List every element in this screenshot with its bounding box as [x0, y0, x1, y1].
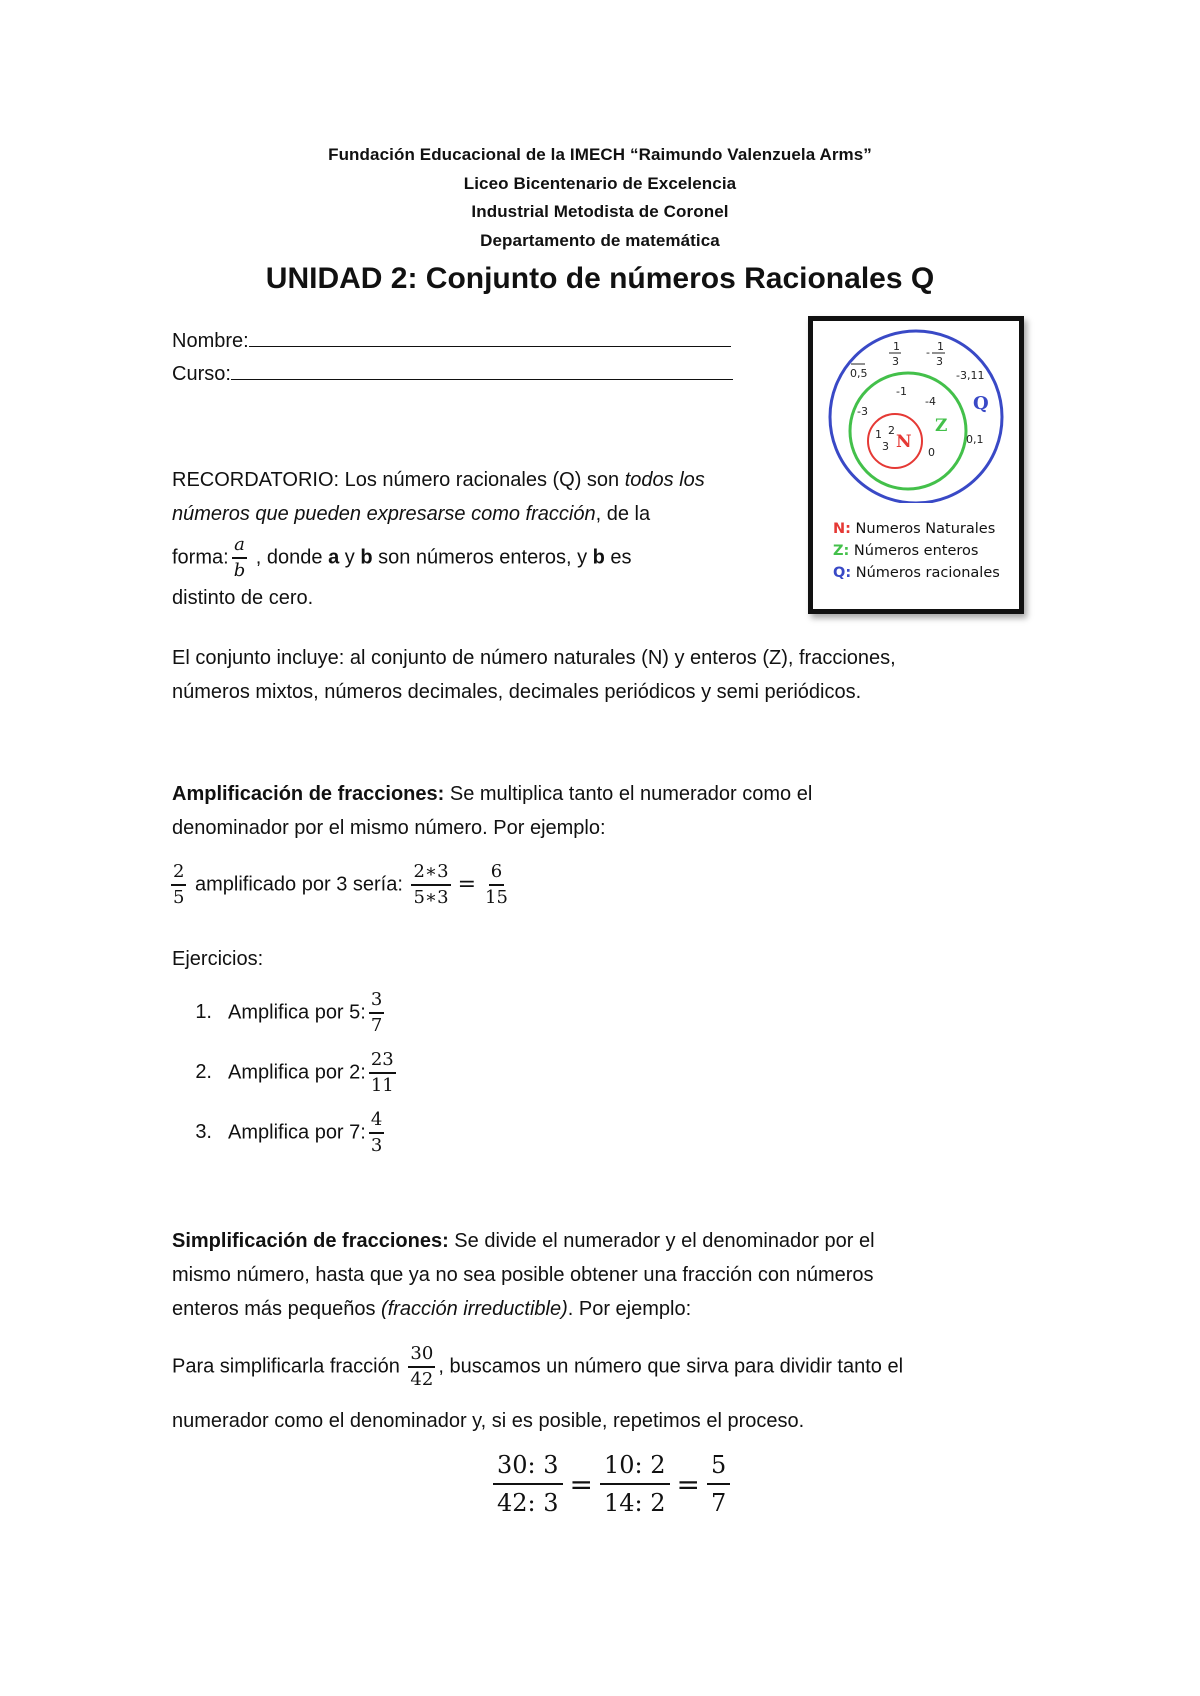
- simplification-heading: Simplificación de fracciones:: [172, 1230, 449, 1252]
- z-value: 0: [928, 446, 935, 459]
- q-value: 0,5: [850, 367, 868, 380]
- q-value: 3: [892, 355, 899, 368]
- name-label: Nombre:: [172, 330, 249, 352]
- exercise-item: 2. Amplifica por 2: $\frac{23}{11}$: [195, 1049, 394, 1096]
- ab-fraction: $\frac{a}{b}$: [233, 534, 246, 581]
- set-includes-paragraph: El conjunto incluye: al conjunto de número naturales (N) y enteros (Z), fracciones, números mixtos, números decimales, decimales periódicos y semi periódicos.: [172, 647, 896, 703]
- z-label: Z: [935, 416, 948, 436]
- n-value: 1: [875, 428, 882, 441]
- number-sets-figure: [808, 316, 1024, 614]
- simplification-section: Simplificación de fracciones: Se divide el numerador y el denominador por el mismo número, hasta que ya no sea posible obtener una fracción con números enteros más pequeños (fracción irreductible). Por ejemplo:: [172, 1230, 875, 1320]
- simplification-example-text-2: numerador como el denominador y, si es posible, repetimos el proceso.: [172, 1410, 805, 1432]
- q-value: -: [926, 346, 930, 359]
- z-value: -4: [925, 395, 936, 408]
- school-name: Liceo Bicentenario de Excelencia: [463, 174, 737, 193]
- q-value: 0,1: [966, 433, 984, 446]
- q-value: 1: [893, 340, 900, 353]
- amplification-example: $\frac{2}{5}$ amplificado por 3 sería: $\frac{2∗3}{5∗3}$ = $\frac{6}{15}$: [173, 861, 508, 908]
- q-value: 3: [936, 355, 943, 368]
- institution-name: Fundación Educacional de la IMECH “Raimundo Valenzuela Arms”: [328, 145, 872, 164]
- legend-integers: Z: Números enteros: [833, 543, 979, 559]
- amplification-heading: Amplificación de fracciones:: [172, 783, 445, 805]
- simplification-steps: $\frac{30: 3}{42: 3}$ = $\frac{10: 2}{14: 2}$ = $\frac{5}{7}$: [490, 1450, 733, 1518]
- school-location: Industrial Metodista de Coronel: [471, 202, 729, 221]
- exercises-label: Ejercicios:: [172, 948, 264, 970]
- z-value: -3: [857, 405, 868, 418]
- exercise-item: 3. Amplifica por 7: $\frac{4}{3}$: [195, 1109, 383, 1156]
- name-line[interactable]: [249, 326, 731, 347]
- z-circle: [850, 373, 966, 489]
- venn-diagram: [813, 321, 1019, 503]
- course-field: [172, 357, 733, 391]
- q-circle: [830, 331, 1002, 503]
- page-title: UNIDAD 2: Conjunto de números Racionales Q: [265, 262, 935, 295]
- q-value: -3,11: [956, 369, 985, 382]
- course-line[interactable]: [231, 359, 733, 380]
- legend-rationals: Q: Números racionales: [833, 565, 1000, 581]
- n-label: N: [896, 432, 912, 452]
- simplification-example-text: Para simplificarla fracción $\frac{30}{42}$ , buscamos un número que sirva para dividir tanto el: [172, 1343, 904, 1390]
- department-name: Departamento de matemática: [480, 231, 720, 250]
- course-label: Curso:: [172, 363, 231, 385]
- q-label: Q: [973, 393, 989, 414]
- n-value: 3: [882, 440, 889, 453]
- n-circle: [868, 414, 922, 468]
- name-field: [172, 324, 731, 358]
- exercise-item: 1. Amplifica por 5: $\frac{3}{7}$: [195, 989, 383, 1036]
- reminder-paragraph: RECORDATORIO: Los número racionales (Q) son todos los números que pueden expresarse como fracción, de la forma: $\frac{a}{b}$ , donde a y b son números enteros, y b es distinto de cero.: [172, 469, 705, 609]
- z-value: -1: [896, 385, 907, 398]
- q-value: 1: [937, 340, 944, 353]
- legend-naturals: N: Numeros Naturales: [833, 521, 996, 537]
- n-value: 2: [888, 424, 895, 437]
- amplification-section: Amplificación de fracciones: Se multiplica tanto el numerador como el denominador por el mismo número. Por ejemplo:: [172, 783, 813, 839]
